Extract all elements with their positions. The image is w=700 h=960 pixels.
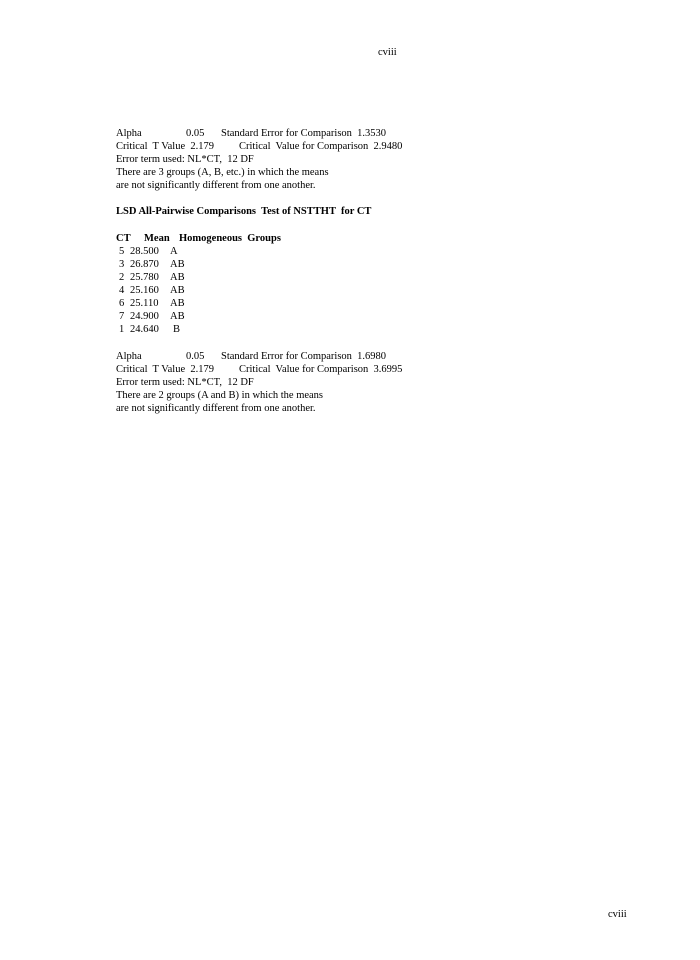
table-row-mean: 25.780 <box>130 272 159 283</box>
table-row-group: A <box>170 246 178 257</box>
header-groups: Homogeneous Groups <box>179 233 281 244</box>
header-mean: Mean <box>144 233 170 244</box>
table-row-group: AB <box>170 311 185 322</box>
table-row-mean: 24.900 <box>130 311 159 322</box>
header-page-number: cviii <box>378 47 397 58</box>
critical-t-value: Critical T Value 2.179 <box>116 364 214 375</box>
table-row-ct: 6 <box>119 298 125 309</box>
groups-note-line2: are not significantly different from one another. <box>116 180 316 191</box>
error-term: Error term used: NL*CT, 12 DF <box>116 154 254 165</box>
groups-note-line1: There are 2 groups (A and B) in which the means <box>116 390 324 401</box>
section-title: LSD All-Pairwise Comparisons Test of NSTTHT for CT <box>116 206 372 217</box>
table-row-ct: 4 <box>119 285 125 296</box>
standard-error: Standard Error for Comparison 1.6980 <box>221 351 387 362</box>
table-row-ct: 3 <box>119 259 125 270</box>
table-row-ct: 2 <box>119 272 125 283</box>
alpha-label: Alpha <box>116 128 142 139</box>
alpha-label: Alpha <box>116 351 142 362</box>
groups-note-line2: are not significantly different from one another. <box>116 403 316 414</box>
alpha-value: 0.05 <box>186 351 205 362</box>
footer-page-number: cviii <box>608 909 627 920</box>
table-row-group: AB <box>170 259 185 270</box>
table-row-group: AB <box>170 298 185 309</box>
table-row-ct: 1 <box>119 324 125 335</box>
table-row-group: AB <box>170 272 185 283</box>
groups-note-line1: There are 3 groups (A, B, etc.) in which the means <box>116 167 329 178</box>
table-row-group: AB <box>170 285 185 296</box>
critical-t-value: Critical T Value 2.179 <box>116 141 214 152</box>
table-row-mean: 25.110 <box>130 298 159 309</box>
table-row-ct: 5 <box>119 246 125 257</box>
alpha-value: 0.05 <box>186 128 205 139</box>
table-row-mean: 24.640 <box>130 324 159 335</box>
table-row-mean: 25.160 <box>130 285 159 296</box>
table-row-group: B <box>173 324 181 335</box>
critical-value: Critical Value for Comparison 2.9480 <box>239 141 403 152</box>
table-row-ct: 7 <box>119 311 125 322</box>
standard-error: Standard Error for Comparison 1.3530 <box>221 128 387 139</box>
table-row-mean: 26.870 <box>130 259 159 270</box>
error-term: Error term used: NL*CT, 12 DF <box>116 377 254 388</box>
header-ct: CT <box>116 233 131 244</box>
table-row-mean: 28.500 <box>130 246 159 257</box>
critical-value: Critical Value for Comparison 3.6995 <box>239 364 403 375</box>
